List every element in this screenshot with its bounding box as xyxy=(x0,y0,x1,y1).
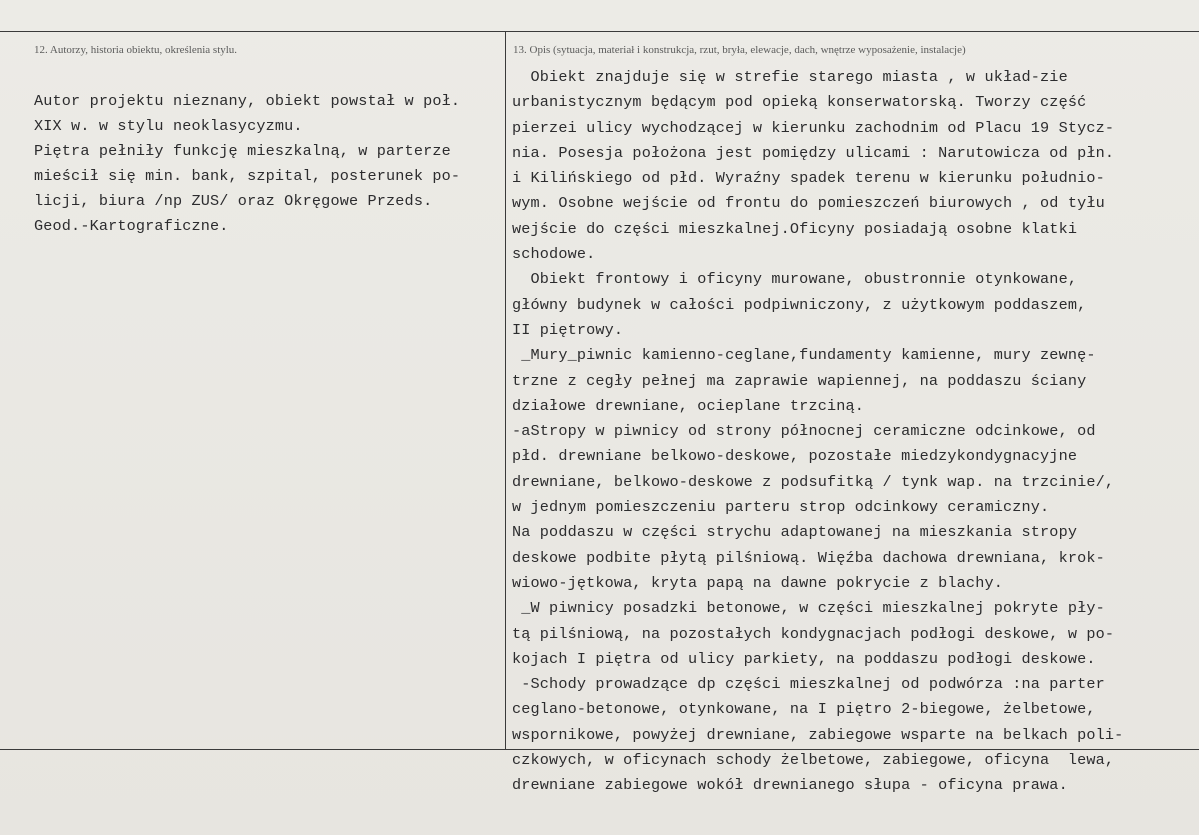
text-line: Piętra pełniły funkcję mieszkalną, w parterze xyxy=(34,142,451,160)
right-section-header: 13. Opis (sytuacja, materiał i konstrukcja, rzut, bryła, elewacje, dach, wnętrze wyposażenie, instalacje) xyxy=(513,44,966,56)
text-line: kojach I piętra od ulicy parkiety, na poddaszu podłogi deskowe. xyxy=(512,649,1096,668)
text-line: działowe drewniane, ocieplane trzciną. xyxy=(512,396,865,415)
text-line: płd. drewniane belkowo-deskowe, pozostałe miedzykondygnacyjne xyxy=(512,447,1078,466)
text-line: -aStropy w piwnicy od strony północnej ceramiczne odcinkowe, od xyxy=(512,422,1096,441)
text-line: licji, biura /np ZUS/ oraz Okręgowe Przeds. xyxy=(34,192,433,210)
authors-history-text xyxy=(34,89,504,239)
text-line: trzne z cegły pełnej ma zaprawie wapiennej, na poddaszu ściany xyxy=(512,371,1087,390)
description-text xyxy=(512,65,1192,799)
text-line: Obiekt znajduje się w strefie starego miasta , w układ-zie xyxy=(512,68,1068,86)
text-line: -Schody prowadzące dp części mieszkalnej od podwórza :na parter xyxy=(512,675,1105,694)
text-line: i Kilińskiego od płd. Wyraźny spadek terenu w kierunku południo- xyxy=(512,169,1105,188)
text-line: deskowe podbite płytą pilśniową. Więźba dachowa drewniana, krok- xyxy=(512,548,1105,567)
text-line: Obiekt frontowy i oficyny murowane, obustronnie otynkowane, xyxy=(512,270,1078,289)
text-line: schodowe. xyxy=(512,245,596,264)
text-line: mieścił się min. bank, szpital, posterunek po- xyxy=(34,167,461,185)
text-line: Autor projektu nieznany, obiekt powstał w poł. xyxy=(34,92,461,110)
text-line: XIX w. w stylu neoklasycyzmu. xyxy=(34,117,303,135)
text-line: _W piwnicy posadzki betonowe, w części mieszkalnej pokryte pły- xyxy=(512,599,1105,618)
text-line: wiowo-jętkowa, kryta papą na dawne pokrycie z blachy. xyxy=(512,573,1003,592)
text-line: tą pilśniową, na pozostałych kondygnacjach podłogi deskowe, w po- xyxy=(512,624,1115,643)
left-section-header: 12. Autorzy, historia obiektu, określenia stylu. xyxy=(34,44,238,56)
text-line: wym. Osobne wejście od frontu do pomieszczeń biurowych , od tyłu xyxy=(512,194,1105,213)
text-line: urbanistycznym będącym pod opieką konserwatorską. Tworzy część xyxy=(512,93,1087,112)
text-line: Geod.-Kartograficzne. xyxy=(34,217,229,235)
text-line: główny budynek w całości podpiwniczony, z użytkowym poddaszem, xyxy=(512,295,1087,314)
text-line: ceglano-betonowe, otynkowane, na I piętro 2-biegowe, żelbetowe, xyxy=(512,700,1096,719)
top-rule xyxy=(0,31,1199,32)
text-line: drewniane, belkowo-deskowe z podsufitką / tynk wap. na trzcinie/, xyxy=(512,472,1115,491)
text-line: _Mury_piwnic kamienno-ceglane,fundamenty kamienne, mury zewnę- xyxy=(512,346,1096,365)
text-line: II piętrowy. xyxy=(512,320,624,339)
text-line: wejście do części mieszkalnej.Oficyny posiadają osobne klatki xyxy=(512,219,1078,238)
text-line: drewniane zabiegowe wokół drewnianego słupa - oficyna prawa. xyxy=(512,776,1068,795)
column-divider xyxy=(505,31,506,750)
text-line: Na poddaszu w części strychu adaptowanej na mieszkania stropy xyxy=(512,523,1078,542)
text-line: nia. Posesja położona jest pomiędzy ulicami : Narutowicza od płn. xyxy=(512,143,1115,162)
text-line: w jednym pomieszczeniu parteru strop odcinkowy ceramiczny. xyxy=(512,498,1050,517)
text-line: pierzei ulicy wychodzącej w kierunku zachodnim od Placu 19 Stycz- xyxy=(512,118,1115,137)
text-line: wspornikowe, powyżej drewniane, zabiegowe wsparte na belkach poli- xyxy=(512,725,1124,744)
text-line: czkowych, w oficynach schody żelbetowe, zabiegowe, oficyna lewa, xyxy=(512,751,1115,770)
